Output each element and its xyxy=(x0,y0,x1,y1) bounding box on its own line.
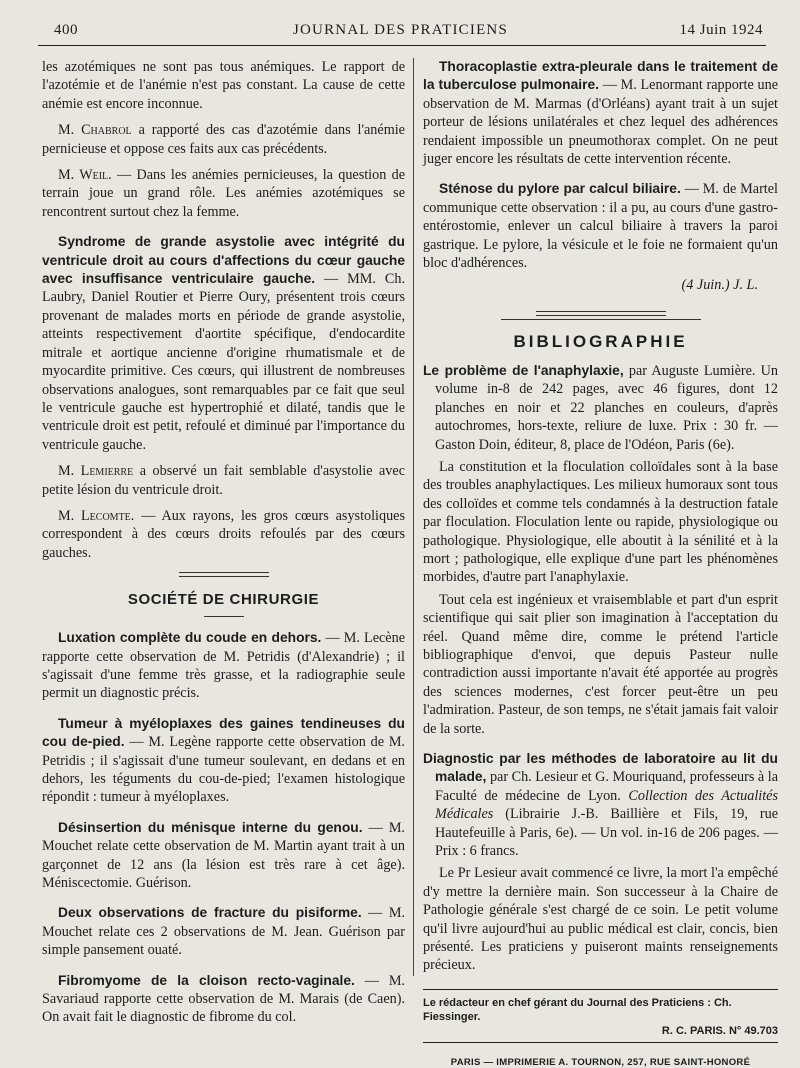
author-name: M. Lecomte. xyxy=(58,507,135,524)
article-paragraph xyxy=(42,715,405,807)
paragraph-text: a observé un fait semblable d'asystolie avec petite lésion du ventricule droit. xyxy=(42,463,405,498)
header-rule xyxy=(38,45,766,46)
author-name: M. Weil. xyxy=(58,167,112,184)
article-paragraph xyxy=(42,819,405,893)
issue-date: 14 Juin 1924 xyxy=(679,22,763,38)
paragraph-text: — Aux rayons, les gros cœurs asystoliques correspondent à des cœurs droits refoulés par des cœurs gauches. xyxy=(42,507,405,561)
review-paragraph: La constitution et la floculation colloïdales sont à la base des troubles anaphylactiques. Les milieux humoraux sont tous des colloïdes et comme tels condamnés à la destruction fatale par floculation. Floculation lente ou rapide, physiologique ou pathologique. Physiologique, elle aboutit à la sénilité et à la mort ; pathologique, elle explique d'une part les phénomènes morbides, d'autre part l'anaphylaxie. xyxy=(423,458,778,586)
reference-text: par Auguste Lumière. Un volume in-8 de 242 pages, avec 46 figures, dont 12 planches en noir et 22 planches en couleurs, d'après autochromes, hors-texte, reliure de luxe. Prix : 30 fr. — Gaston Doin, éditeur, 8, place de l'Odéon, Paris (6e). xyxy=(435,362,778,453)
author-name: M. Lemierre xyxy=(58,463,134,480)
paragraph-text: — M. Mouchet relate cette observation de M. Martin ayant trait à un garçonnet de 12 ans (la lésion est très rare à cet âge). Méniscectomie. Guérison. xyxy=(42,819,405,892)
book-title: Diagnostic par les méthodes de laboratoire au lit du malade, xyxy=(423,751,778,785)
reference-text: (Librairie J.-B. Baillière et Fils, 19, rue Hautefeuille à Paris, 6e). — Un vol. in-16 de 206 pages. — Prix : 6 francs. xyxy=(435,806,778,860)
footer-rule xyxy=(423,989,778,990)
paragraph-text: — M. de Martel communique cette observation : il a pu, au cours d'une gastro-entérostomie, enlever un calcul biliaire à travers la paroi gastrique. Le pylore, la vésicule et le foie ne formaient qu'un bloc d'adhérences. xyxy=(423,181,778,272)
article-title: Deux observations de fracture du pisiforme. xyxy=(58,905,362,921)
page-header xyxy=(38,20,763,44)
paragraph xyxy=(42,121,405,158)
bibliography-entry xyxy=(423,362,778,738)
article-paragraph xyxy=(42,629,405,703)
paragraph-text: — M. Lenormant rapporte une observation de M. Marmas (d'Orléans) ayant trait à un sujet porteur de lésions unilatérales et chez lequel des adhérences rendaient impossible un pneumothorax complet. On ne peut juger encore les résultats de cette intervention récente. xyxy=(423,77,778,168)
bibliography-entry xyxy=(423,750,778,975)
article-title: Sténose du pylore par calcul biliaire. xyxy=(439,181,681,197)
article-paragraph xyxy=(423,180,778,272)
paragraph xyxy=(42,507,405,562)
collection-name: Collection des Actualités Médicales xyxy=(435,787,778,823)
book-title: Le problème de l'anaphylaxie, xyxy=(423,362,624,378)
bibliography-reference xyxy=(423,750,778,860)
article-paragraph xyxy=(423,58,778,168)
journal-title: JOURNAL DES PRATICIENS xyxy=(292,22,509,38)
signature: (4 Juin.) J. L. xyxy=(681,277,758,294)
reference-text: par Ch. Lesieur et G. Mouriquand, professeurs à la Faculté de médecine de Lyon. xyxy=(435,769,778,804)
paragraph-text: — M. Lecène rapporte cette observation de M. Petridis (d'Alexandrie) ; il s'agissait d'une femme très grasse, et la radiographie seule permit un diagnostic précis. xyxy=(42,630,405,702)
right-column xyxy=(423,58,778,1068)
article-title: Désinsertion du ménisque interne du genou. xyxy=(58,819,363,835)
section-rule xyxy=(536,311,666,316)
article-paragraph xyxy=(42,904,405,959)
paragraph: les azotémiques ne sont pas tous anémiques. Le rapport de l'azotémie et de l'anémie n'est pas constant. La cause de cette anémie est encore inconnue. xyxy=(42,59,405,112)
article-paragraph xyxy=(42,972,405,1027)
author-name: M. Chabrol xyxy=(58,122,132,139)
paragraph-text: — M. Legène rapporte cette observation de M. Petridis ; il s'agissait d'une tumeur soulevant, en dedans et en dehors, les téguments du cou-de-pied; l'examen histologique répondit : tumeur à myéloplaxes. xyxy=(42,734,405,806)
registry-number: R. C. PARIS. N° 49.703 xyxy=(661,1024,778,1037)
section-rule xyxy=(501,319,701,320)
section-rule xyxy=(204,616,244,617)
paragraph-text: — MM. Ch. Laubry, Daniel Routier et Pierre Oury, présentent trois cœurs provenant de malades morts en période de grande asystolie, atteints respectivement d'aortite spécifique, d'endocardite mitrale et aortique ancienne d'origine rhumatismale et de myocardite primitive. Ces cœurs, qui illustrent de nombreuses observations analogues, sont remarquables par ce fait que seul le ventricule gauche est hypertrophié et dilaté, tandis que le ventricule droit est petit, refoulé et diminué par l'importance du ventricule gauche. xyxy=(42,271,405,453)
section-heading: SOCIÉTÉ DE CHIRURGIE xyxy=(127,591,320,609)
footer-rule xyxy=(423,1042,778,1043)
article-title: Tumeur à myéloplaxes des gaines tendineuses du cou de-pied. xyxy=(42,715,405,750)
section-rule xyxy=(179,572,269,577)
paragraph xyxy=(42,462,405,499)
bibliography-reference xyxy=(423,362,778,454)
paragraph-text: a rapporté des cas d'azotémie dans l'anémie pernicieuse et oppose ces faits aux cas précédents. xyxy=(42,122,405,157)
left-column xyxy=(42,58,405,1027)
article-title: Fibromyome de la cloison recto-vaginale. xyxy=(58,972,355,988)
section-heading: BIBLIOGRAPHIE xyxy=(513,331,688,351)
paragraph-text: — Dans les anémies pernicieuses, la question de terrain joue un grand rôle. Les anémies azotémiques se rencontrent surtout chez la femme. xyxy=(42,167,405,220)
article-title: Thoracoplastie extra-pleurale dans le traitement de la tuberculose pulmonaire. xyxy=(423,59,778,93)
paragraph-text: — M. Mouchet relate ces 2 observations de M. Jean. Guérison par simple pansement ouaté. xyxy=(42,905,405,959)
paragraph xyxy=(42,166,405,221)
article-title: Syndrome de grande asystolie avec intégrité du ventricule droit au cours d'affections du cœur gauche avec insuffisance ventriculaire gauche. xyxy=(42,234,405,287)
article-title: Luxation complète du coude en dehors. xyxy=(58,630,322,646)
column-divider xyxy=(413,58,414,976)
page-number: 400 xyxy=(54,22,78,38)
article-paragraph xyxy=(42,233,405,454)
paragraph-text: — M. Savariaud rapporte cette observation de M. Marais (de Caen). On avait fait le diagnostic de fibrome du col. xyxy=(42,972,405,1026)
printer-line: PARIS — IMPRIMERIE A. TOURNON, 257, RUE SAINT-HONORÉ xyxy=(450,1056,751,1068)
review-paragraph: Tout cela est ingénieux et vraisemblable et part d'un esprit scientifique qui sait plier son imagination à l'acceptation du réel. Quand même dire, comme le prétend l'article bibliographique d'envoi, que depuis Pasteur nulle contradiction aussi importante n'avait été apportée au progrès des sciences modernes, c'est forcer peut-être un peu l'admiration. Pasteur, de son temps, ne s'était jamais fait valoir de la sorte. xyxy=(423,591,778,737)
editor-line: Le rédacteur en chef gérant du Journal des Praticiens : Ch. Fiessinger. xyxy=(423,996,732,1023)
review-paragraph: Le Pr Lesieur avait commencé ce livre, la mort l'a empêché d'y mettre la dernière main. Son successeur à la Chaire de Pathologie générale s'est chargé de ce soin. Le petit volume qu'il livre aujourd'hui au public médical est clair, concis, bien présenté. Les praticiens y puiseront maints renseignements précieux. xyxy=(423,865,778,974)
